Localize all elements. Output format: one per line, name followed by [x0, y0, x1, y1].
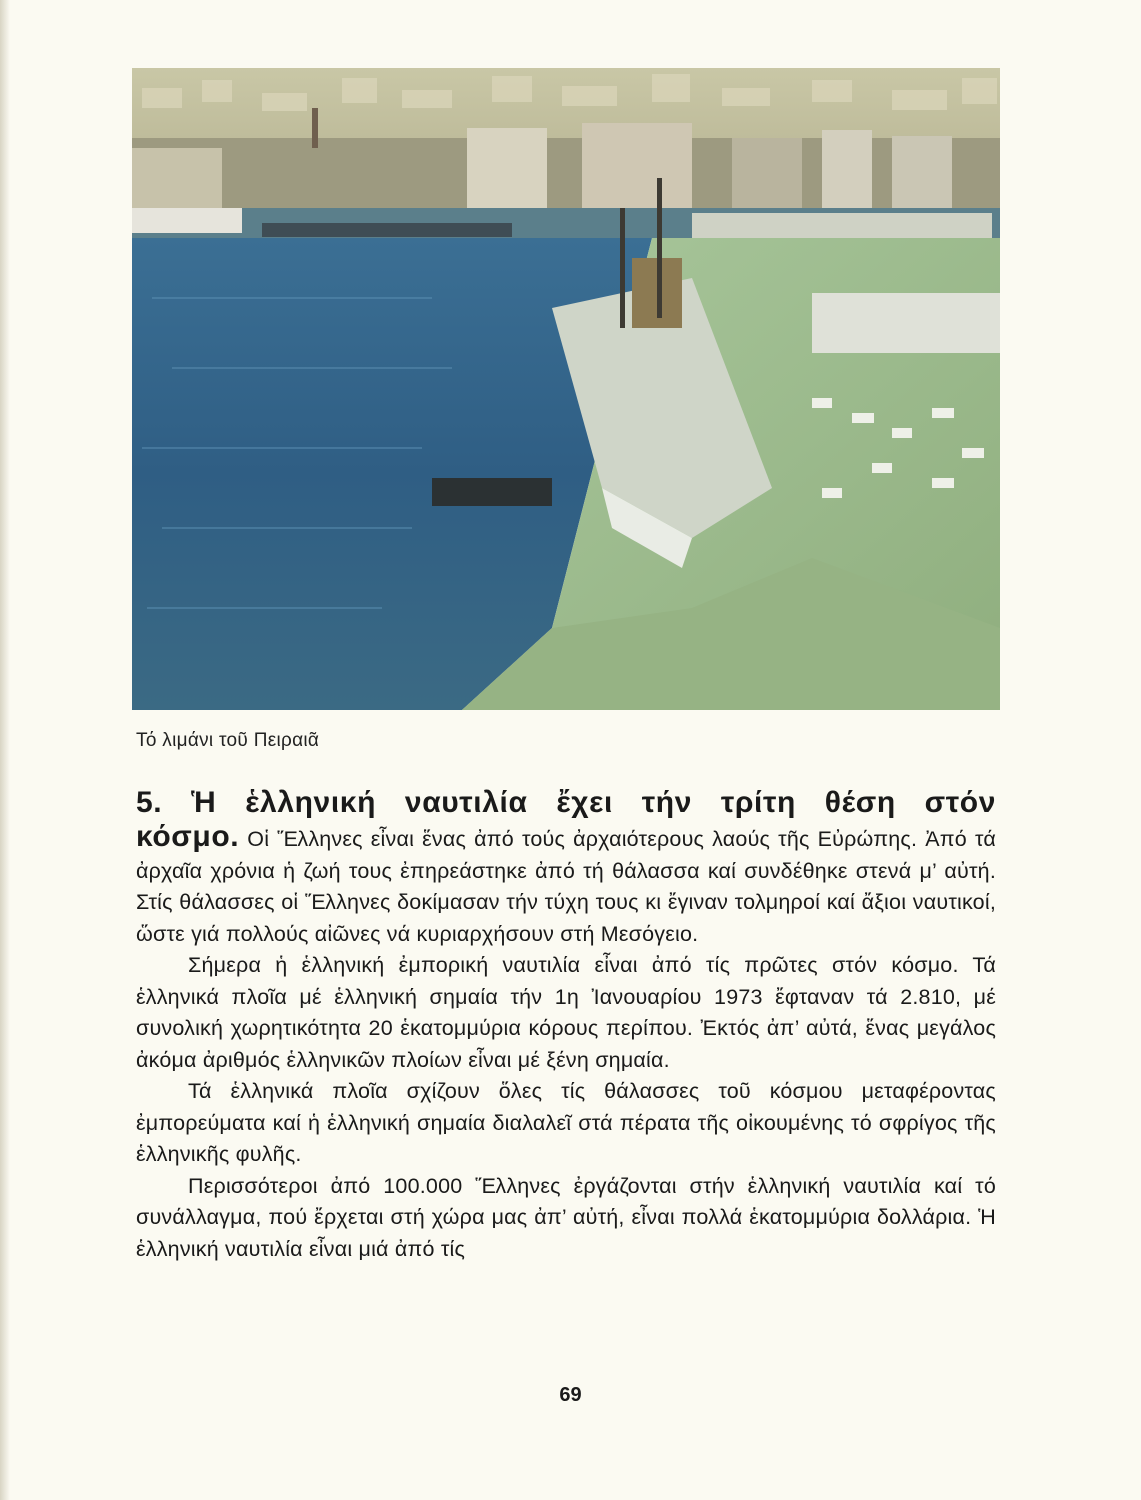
piraeus-harbor-photo [132, 68, 1000, 710]
section-text [136, 785, 996, 1265]
photo-caption: Τό λιμάνι τοῦ Πειραιᾶ [136, 730, 320, 751]
page-edge-shadow [0, 0, 10, 1500]
section-heading: 5. Ἡ ἑλληνική ναυτιλία ἔχει τήν τρίτη θέση στόν [136, 786, 996, 819]
paragraph-1-text: Οἱ Ἕλληνες εἶναι ἕνας ἀπό τούς ἀρχαιότερους λαούς τῆς Εὐρώπης. Ἀπό τά ἀρχαῖα χρόνια ἡ ζωή τους ἐπηρεάστηκε ἀπό τή θάλασσα καί συνδέθηκε στενά μ’ αὐτή. Στίς θάλασσες οἱ Ἕλληνες δοκίμασαν τήν τύχη τους κι ἔγιναν τολμηροί καί ἄξιοι ναυτικοί, ὥστε γιά πολλούς αἰῶνες νά κυριαρχήσουν στή Μεσόγειο. [136, 827, 996, 946]
paragraph-4: Περισσότεροι ἀπό 100.000 Ἕλληνες ἐργάζονται στήν ἑλληνική ναυτιλία καί τό συνάλλαγμα, πού ἔρχεται στή χώρα μας ἀπ’ αὐτή, εἶναι πολλά ἑκατομμύρια δολλάρια. Ἡ ἑλληνική ναυτιλία εἶναι μιά ἀπό τίς [136, 1173, 996, 1261]
section-heading-end: κόσμο. [136, 820, 240, 853]
paragraph-1 [136, 821, 996, 950]
paragraph-2: Σήμερα ἡ ἑλληνική ἐμπορική ναυτιλία εἶναι ἀπό τίς πρῶτες στόν κόσμο. Τά ἑλληνικά πλοῖα μέ ἑλληνική σημαία τήν 1η Ἰανουαρίου 1973 ἔφταναν τά 2.810, μέ συνολική χωρητικότητα 20 ἑκατομμύρια κόρους περίπου. Ἐκτός ἀπ’ αὐτά, ἕνας μεγάλος ἀκόμα ἀριθμός ἑλληνικῶν πλοίων εἶναι μέ ξένη σημαία. [136, 953, 996, 1072]
page-number: 69 [559, 1384, 582, 1406]
paragraph-3: Τά ἑλληνικά πλοῖα σχίζουν ὅλες τίς θάλασσες τοῦ κόσμου μεταφέροντας ἐμπορεύματα καί ἡ ἑλληνική σημαία διαλαλεῖ στά πέρατα τῆς οἰκουμένης τό σφρίγος τῆς ἑλληνικῆς φυλῆς. [136, 1079, 996, 1166]
